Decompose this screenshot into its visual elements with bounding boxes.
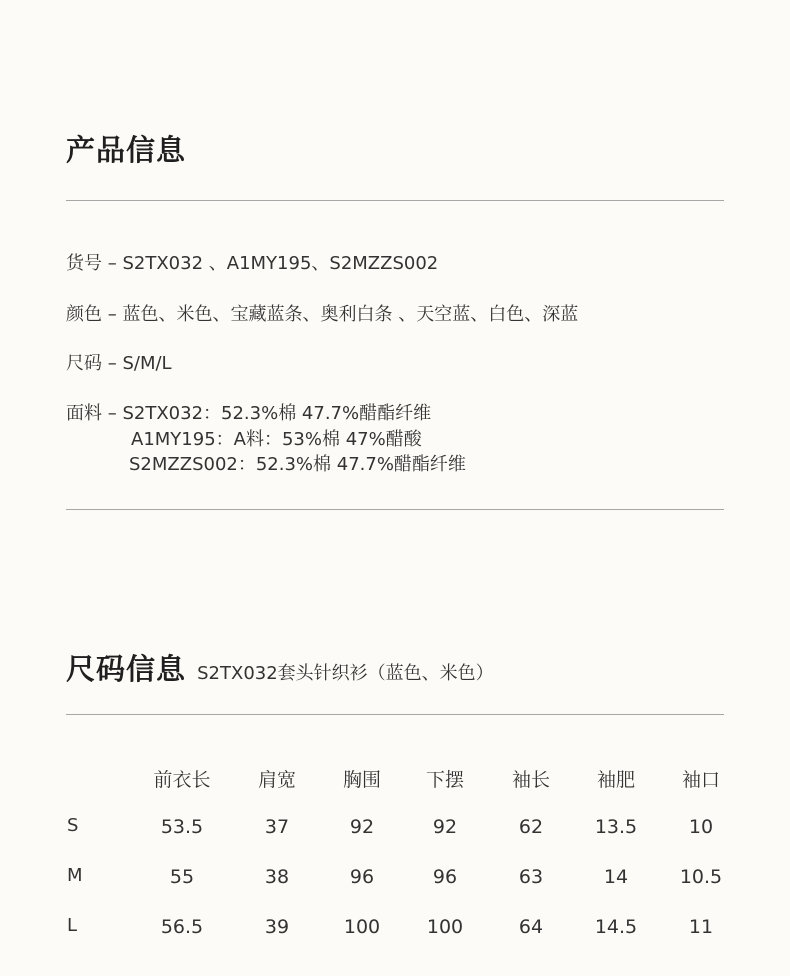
table-cell: 96 bbox=[432, 866, 458, 888]
table-cell: 13.5 bbox=[594, 816, 638, 838]
table-cell: 62 bbox=[518, 816, 544, 838]
table-cell: 14.5 bbox=[594, 916, 638, 938]
table-cell: 64 bbox=[518, 916, 544, 938]
table-cell: 92 bbox=[349, 816, 375, 838]
table-cell: 55 bbox=[169, 866, 195, 888]
color-value: 蓝色、米色、宝藏蓝条、奥利白条 、天空蓝、白色、深蓝 bbox=[122, 304, 579, 325]
table-cell: 100 bbox=[426, 916, 464, 938]
table-cell: 10 bbox=[688, 816, 714, 838]
product-info-title: 产品信息 bbox=[66, 133, 187, 167]
size-value: S/M/L bbox=[122, 353, 172, 374]
fabric-label: 面料 bbox=[66, 403, 102, 424]
item-number-value: S2TX032 、A1MY195、S2MZZS002 bbox=[122, 253, 439, 274]
table-cell: 37 bbox=[264, 816, 290, 838]
column-header: 前衣长 bbox=[153, 769, 211, 791]
size-label: 尺码 bbox=[66, 353, 102, 374]
table-cell: 63 bbox=[518, 866, 544, 888]
size-info-subtitle: S2TX032套头针织衫（蓝色、米色） bbox=[197, 663, 494, 684]
row-size-label: S bbox=[67, 815, 79, 836]
divider bbox=[66, 200, 724, 201]
column-header: 下摆 bbox=[425, 769, 464, 791]
fabric-line-1: S2TX032：52.3%棉 47.7%醋酯纤维 bbox=[122, 403, 432, 424]
table-cell: 53.5 bbox=[160, 816, 204, 838]
size-info-heading bbox=[66, 647, 494, 688]
fabric-line-3: S2MZZS002：52.3%棉 47.7%醋酯纤维 bbox=[129, 454, 466, 475]
table-cell: 11 bbox=[688, 916, 714, 938]
row-size-label: L bbox=[67, 915, 78, 936]
separator: – bbox=[107, 353, 117, 374]
color-label: 颜色 bbox=[66, 304, 102, 325]
column-header: 肩宽 bbox=[257, 769, 296, 791]
separator: – bbox=[107, 304, 117, 325]
table-cell: 92 bbox=[432, 816, 458, 838]
table-cell: 38 bbox=[264, 866, 290, 888]
separator: – bbox=[107, 253, 117, 274]
table-cell: 56.5 bbox=[160, 916, 204, 938]
divider bbox=[66, 714, 724, 715]
size-row bbox=[66, 349, 172, 375]
table-cell: 96 bbox=[349, 866, 375, 888]
separator: – bbox=[107, 403, 117, 424]
color-row bbox=[66, 300, 578, 326]
table-cell: 10.5 bbox=[679, 866, 723, 888]
column-header: 袖肥 bbox=[596, 769, 635, 791]
table-cell: 100 bbox=[343, 916, 381, 938]
row-size-label: M bbox=[67, 865, 83, 886]
column-header: 袖长 bbox=[511, 769, 550, 791]
item-number-label: 货号 bbox=[66, 253, 102, 274]
item-number-row bbox=[66, 249, 438, 275]
size-info-title: 尺码信息 bbox=[66, 652, 187, 686]
fabric-line-2: A1MY195：A料：53%棉 47%醋酸 bbox=[131, 429, 422, 450]
divider bbox=[66, 509, 724, 510]
table-cell: 39 bbox=[264, 916, 290, 938]
column-header: 袖口 bbox=[681, 769, 720, 791]
table-cell: 14 bbox=[603, 866, 629, 888]
fabric-row bbox=[66, 399, 431, 425]
column-header: 胸围 bbox=[342, 769, 381, 791]
